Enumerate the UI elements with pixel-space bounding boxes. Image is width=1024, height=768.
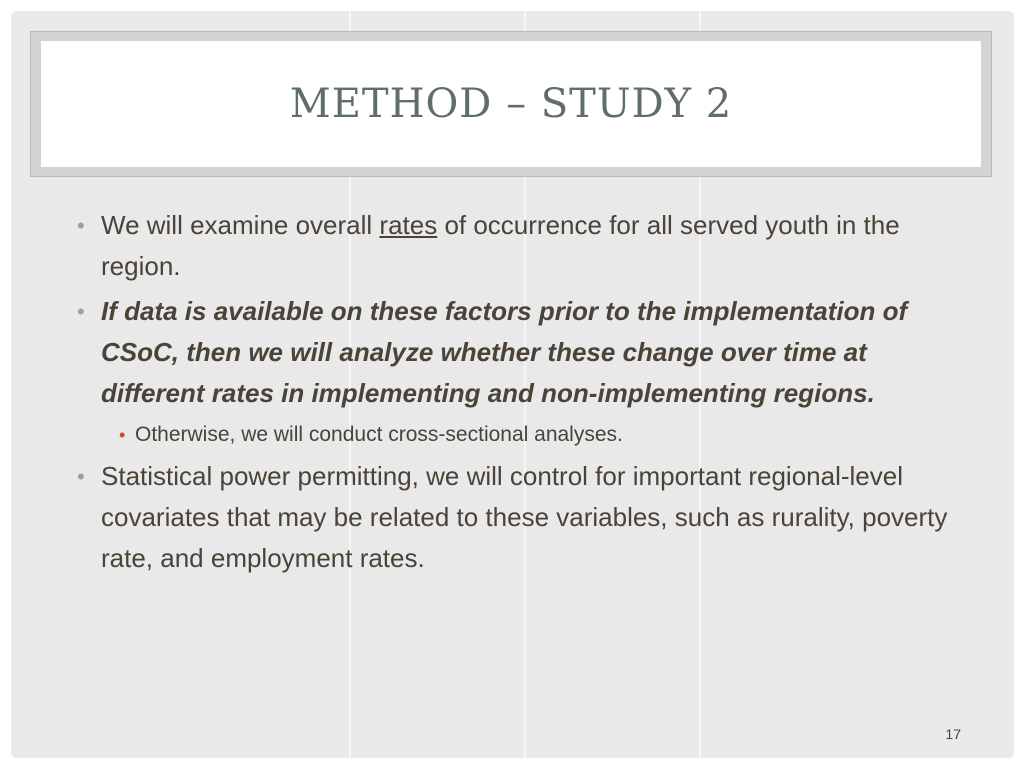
bullet-text-part: of occurrence for all served youth in the region.	[101, 210, 900, 281]
slide	[11, 11, 1014, 758]
bullet-item	[77, 205, 977, 287]
underlined-word: rates	[379, 210, 438, 240]
bullet-item	[77, 456, 977, 579]
slide-content	[77, 205, 977, 583]
sub-bullet-text: Otherwise, we will conduct cross-sectional analyses.	[135, 423, 623, 446]
bullet-item-emphasized	[77, 291, 977, 414]
slide-title: METHOD – STUDY 2	[289, 81, 733, 127]
bullet-text: Statistical power permitting, we will control for important regional-level covariates that may be related to these variables, such as rurality, poverty rate, and employment rates.	[101, 461, 948, 573]
bullet-dot-icon: •	[77, 464, 85, 489]
page-number: 17	[945, 726, 961, 742]
sub-bullet-dot-icon: •	[119, 425, 126, 445]
bullet-dot-icon: •	[77, 213, 85, 238]
bullet-text	[101, 210, 900, 281]
bullet-text-part: We will examine overall	[101, 210, 380, 240]
bullet-text: If data is available on these factors prior to the implementation of CSoC, then we will analyze whether these change over time at different rates in implementing and non-implementing regions.	[101, 296, 908, 408]
title-box	[41, 41, 981, 167]
sub-bullet-item	[77, 418, 977, 452]
bullet-dot-icon: •	[77, 299, 85, 324]
